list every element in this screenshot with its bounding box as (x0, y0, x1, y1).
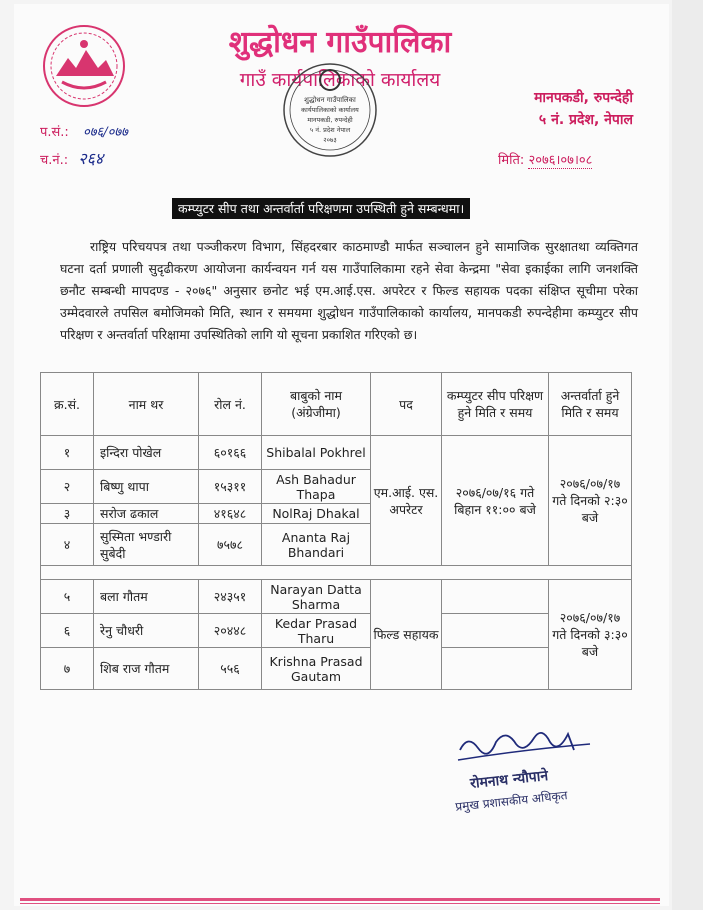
cn-label: च.नं.: (40, 153, 69, 168)
row-name: सुस्मिता भण्डारी सुबेदी (94, 524, 199, 566)
table-row (41, 436, 632, 470)
row-roll: २४३५१ (199, 580, 262, 614)
row-roll: २०४४८ (199, 614, 262, 648)
col-name: नाम थर (94, 373, 199, 436)
row-sn: ६ (41, 614, 94, 648)
ps-value: ०७६/०७७ (82, 125, 128, 140)
footer-rule (20, 898, 660, 901)
group1-interview: २०७६/०७/१७ गते दिनको २:३० बजे (549, 436, 632, 566)
page-edge (672, 0, 703, 910)
ps-reference (40, 122, 128, 140)
footer-rule-thin (20, 903, 660, 904)
table-row (41, 648, 632, 690)
col-sn: क्र.सं. (41, 373, 94, 436)
seal-line-1: शुद्धोधन गाउँपालिका (304, 96, 356, 104)
row-roll: १५३११ (199, 470, 262, 504)
address-line-2: ५ नं. प्रदेश, नेपाल (538, 112, 633, 128)
row-roll: ४१६४८ (199, 504, 262, 524)
date-value: २०७६।०७।०८ (528, 153, 593, 168)
group2-computer-test-empty (442, 580, 549, 614)
municipality-title: शुद्धोधन गाउँपालिका (228, 25, 452, 60)
group2-interview: २०७६/०७/१७ गते दिनको ३:३० बजे (549, 580, 632, 690)
group1-post: एम.आई. एस. अपरेटर (371, 436, 442, 566)
row-sn: ५ (41, 580, 94, 614)
municipality-logo-icon (42, 24, 126, 108)
office-subtitle: गाउँ कार्यपालिकाको कार्यालय (239, 69, 441, 91)
row-sn: २ (41, 470, 94, 504)
table-row (41, 614, 632, 648)
candidate-table (40, 372, 632, 690)
col-father: बाबुको नाम (अंग्रेजीमा) (262, 373, 371, 436)
row-roll: ७५७८ (199, 524, 262, 566)
col-computer-test: कम्प्युटर सीप परिक्षण हुने मिति र समय (442, 373, 549, 436)
cn-value: २६४ (78, 149, 104, 168)
seal-line-3: मानपकडी, रुपन्देही (307, 116, 353, 124)
seal-line-2: कार्यपालिकाको कार्यालय (301, 106, 359, 114)
row-name: रेनु चौधरी (94, 614, 199, 648)
row-father: Shibalal Pokhrel (262, 436, 371, 470)
address-line-1: मानपकडी, रुपन्देही (534, 90, 633, 106)
row-name: इन्दिरा पोखेल (94, 436, 199, 470)
table-header-row (41, 373, 632, 436)
group2-computer-test-empty (442, 614, 549, 648)
subject-line: कम्प्युटर सीप तथा अन्तर्वार्ता परिक्षणमा उपस्थिती हुने सम्बन्धमा। (172, 198, 470, 219)
row-father: Ananta Raj Bhandari (262, 524, 371, 566)
row-sn: १ (41, 436, 94, 470)
row-sn: ३ (41, 504, 94, 524)
row-father: Narayan Datta Sharma (262, 580, 371, 614)
row-name: बला गौतम (94, 580, 199, 614)
official-seal-icon (280, 60, 380, 160)
row-sn: ७ (41, 648, 94, 690)
col-post: पद (371, 373, 442, 436)
cn-reference (40, 147, 103, 169)
row-sn: ४ (41, 524, 94, 566)
row-roll: ५५६ (199, 648, 262, 690)
col-interview: अन्तर्वार्ता हुने मिति र समय (549, 373, 632, 436)
table-spacer-row (41, 566, 632, 580)
row-name: सरोज ढकाल (94, 504, 199, 524)
seal-line-4: ५ नं. प्रदेश नेपाल (309, 126, 351, 134)
group1-computer-test: २०७६/०७/१६ गते बिहान ११:०० बजे (442, 436, 549, 566)
signatory-title: प्रमुख प्रशासकीय अधिकृत (454, 788, 569, 814)
row-roll: ६०१६६ (199, 436, 262, 470)
row-father: Krishna Prasad Gautam (262, 648, 371, 690)
date-label: मिति: (498, 153, 525, 168)
group2-post: फिल्ड सहायक (371, 580, 442, 690)
ps-label: प.सं.: (40, 125, 69, 140)
row-father: NolRaj Dhakal (262, 504, 371, 524)
date-field (498, 150, 592, 168)
signatory-name: रोमनाथ न्यौपाने (469, 767, 549, 793)
row-father: Kedar Prasad Tharu (262, 614, 371, 648)
row-name: बिष्णु थापा (94, 470, 199, 504)
group2-computer-test-empty (442, 648, 549, 690)
row-name: शिब राज गौतम (94, 648, 199, 690)
spacer-cell (41, 566, 632, 580)
row-father: Ash Bahadur Thapa (262, 470, 371, 504)
col-roll: रोल नं. (199, 373, 262, 436)
notice-body: राष्ट्रिय परिचयपत्र तथा पञ्जीकरण विभाग, सिंहदरबार काठमाण्डौ मार्फत सञ्चालन हुने सामाजिक सुरक्षातथा व्यक्तिगत घटना दर्ता प्रणाली सुदृढीकरण आयोजना कार्यन्वयन गर्न यस गाउँपालिकामा रहने सेवा केन्द्रमा "सेवा इकाईका लागि जनशक्ति छनौट सम्बन्धी मापदण्ड - २०७६" अनुसार छनोट भई एम.आई.एस. अपरेटर र फिल्ड सहायक पदका संक्षिप्त सूचीमा परेका उम्मेदवारले तपसिल बमोजिमको मिति, स्थान र समयमा शुद्धोधन गाउँपालिकाको कार्यालय, मानपकडी रुपन्देहीमा कम्प्युटर सीप परिक्षण र अन्तर्वार्ता परिक्षामा उपस्थितिको लागि यो सूचना प्रकाशित गरिएको छ। (60, 239, 638, 342)
table-row (41, 580, 632, 614)
seal-line-5: २०७३ (323, 136, 337, 144)
